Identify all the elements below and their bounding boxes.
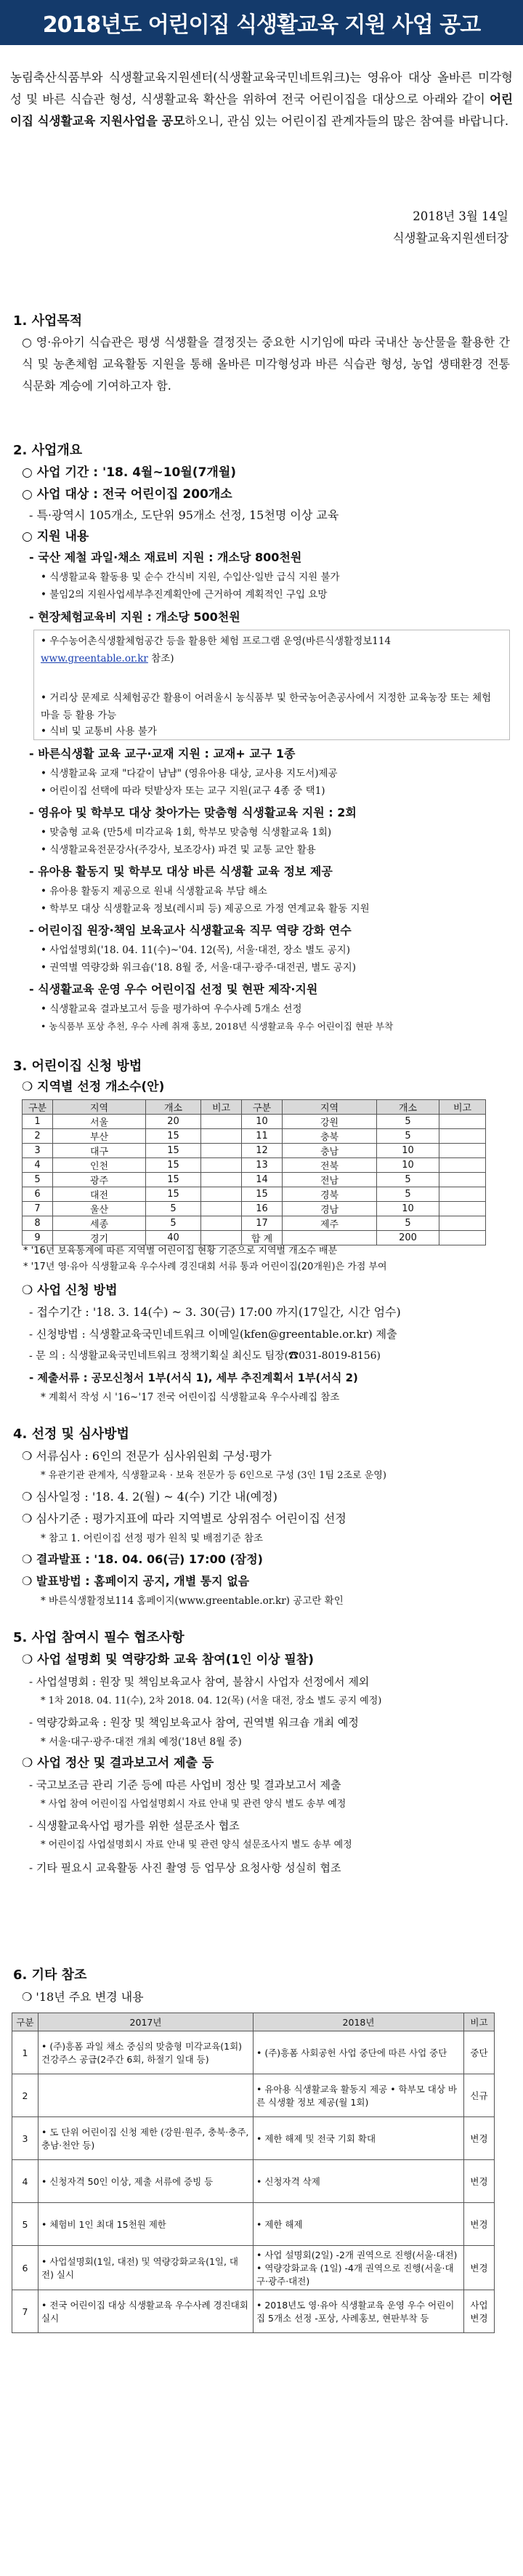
table-cell	[439, 1129, 486, 1144]
table-cell: 신규	[464, 2074, 495, 2117]
support-a2-note1	[41, 633, 498, 667]
support-a7: - 식생활교육 운영 우수 어린이집 선정 및 현판 제작·지원	[29, 982, 318, 996]
table-cell: • 사업 설명회(2일) -2개 권역으로 진행(서울·대전) • 역량강화교육 (1일) -4개 권역으로 진행(서울·대구·광주·대전)	[254, 2246, 464, 2290]
regional-table-wrap	[22, 1099, 486, 1245]
table-cell: 17	[242, 1216, 283, 1231]
table-header-cell: 2017년	[38, 2013, 254, 2031]
table-header-cell: 비고	[464, 2013, 495, 2031]
table-row	[12, 2203, 495, 2246]
table-cell: • (주)흥폼 과일 채소 중심의 맞춤형 미각교육(1회) 건강주스 공급(2주간 6회, 하절기 일대 등)	[38, 2031, 254, 2074]
table-cell: 5	[377, 1187, 439, 1202]
table-note-2: * '17년 영·유아 식생활교육 우수사례 경진대회 서류 통과 어린이집(20개원)은 가점 부여	[23, 1261, 387, 1272]
support-a1: - 국산 제철 과일·채소 재료비 지원 : 개소당 800천원	[29, 550, 302, 564]
method-heading: ❍ 사업 신청 방법	[22, 1283, 118, 1298]
table-cell: • 2018년도 영·유아 식생활교육 운영 우수 어린이집 5개소 선정 -포상, 사례홍보, 현판부착 등	[254, 2290, 464, 2333]
review-criteria: ❍ 심사기준 : 평가지표에 따라 지역별로 상위점수 어린이집 선정	[22, 1512, 346, 1525]
table-cell: 2	[23, 1129, 53, 1144]
intro-highlight: 어린이집 식생활교육 지원사업을 공모	[10, 92, 513, 128]
table-cell: 10	[377, 1202, 439, 1216]
table-cell	[439, 1216, 486, 1231]
period: ○ 사업 기간 : '18. 4월~10월(7개월)	[22, 465, 237, 480]
support-a5-note1: • 유아용 활동지 제공으로 원내 식생활교육 부담 해소	[41, 886, 267, 897]
changes-table-header	[12, 2013, 495, 2031]
table-cell: 사업변경	[464, 2290, 495, 2333]
section-5-title: 5. 사업 참여시 필수 협조사항	[13, 1630, 185, 1645]
table-cell	[201, 1187, 242, 1202]
table-cell	[439, 1144, 486, 1158]
table-cell: • 제한 해제	[254, 2203, 464, 2246]
method-period: - 접수기간 : '18. 3. 14(수) ~ 3. 30(금) 17:00 까지(17일간, 시간 엄수)	[29, 1305, 401, 1319]
table-cell: 15	[146, 1144, 201, 1158]
note1-text: • 우수농어촌식생활체험공간 등을 활용한 체험 프로그램 운영(바른식생활정보114	[41, 635, 392, 647]
table-cell: 서울	[53, 1115, 146, 1129]
table-cell: 경남	[283, 1202, 377, 1216]
support-a1-note2: • 불임2의 지원사업세부추진계획안에 근거하여 계획적인 구입 요망	[41, 589, 328, 601]
table-cell: 광주	[53, 1173, 146, 1187]
table-cell: 변경	[464, 2246, 495, 2290]
table-cell: 제주	[283, 1216, 377, 1231]
table-cell: 16	[242, 1202, 283, 1216]
support-a6: - 어린이집 원장·책임 보육교사 식생활교육 직무 역량 강화 연수	[29, 923, 352, 937]
support-a4-note2: • 식생활교육전문강사(주강사, 보조강사) 파견 및 교통 교안 활용	[41, 844, 316, 856]
table-cell: 1	[23, 1115, 53, 1129]
table-cell: 변경	[464, 2117, 495, 2160]
coop-2: ❍ 사업 정산 및 결과보고서 제출 등	[22, 1756, 214, 1770]
table-cell: 7	[23, 1202, 53, 1216]
method-documents-note: * 계획서 작성 시 '16~'17 전국 어린이집 식생활교육 우수사례집 참조	[41, 1392, 340, 1403]
support-a2: - 현장체험교육비 지원 : 개소당 500천원	[29, 610, 240, 624]
table-cell: 6	[23, 1187, 53, 1202]
table-cell	[201, 1202, 242, 1216]
table-cell: • 신청자격 50인 이상, 제출 서류에 증빙 등	[38, 2160, 254, 2203]
table-cell	[439, 1187, 486, 1202]
table-cell: 9	[23, 1231, 53, 1245]
table-cell: 5	[377, 1115, 439, 1129]
table-cell: 충북	[283, 1129, 377, 1144]
table-cell: 7	[12, 2290, 38, 2333]
table-cell: 울산	[53, 1202, 146, 1216]
notice-date-block	[393, 206, 508, 249]
review-docs: ❍ 서류심사 : 6인의 전문가 심사위원회 구성·평가	[22, 1449, 272, 1463]
intro-text: 농림축산식품부와 식생활교육지원센터(식생활교육국민네트워크)는 영유아 대상 올바른 미각형성 및 바른 식습관 형성, 식생활교육 확산을 위하여 전국 어린이집을 대상으로 아래와 같이	[10, 71, 513, 106]
table-cell: 12	[242, 1144, 283, 1158]
coop-1: ❍ 사업 설명회 및 역량강화 교육 참여(1인 이상 필참)	[22, 1653, 314, 1667]
support-a2-note3: • 식비 및 교통비 사용 불가	[41, 726, 157, 737]
table-cell	[201, 1115, 242, 1129]
table-row	[23, 1202, 486, 1216]
table-cell	[201, 1216, 242, 1231]
section-3-title: 3. 어린이집 신청 방법	[13, 1059, 142, 1074]
table-header-cell: 구분	[23, 1100, 53, 1115]
section-4-title: 4. 선정 및 심사방법	[13, 1427, 129, 1442]
notice-org: 식생활교육지원센터장	[392, 231, 508, 245]
table-cell: 경북	[283, 1187, 377, 1202]
table-cell: 15	[242, 1187, 283, 1202]
table-cell: 변경	[464, 2203, 495, 2246]
table-row	[12, 2290, 495, 2333]
coop-1a: - 사업설명회 : 원장 및 책임보육교사 참여, 불참시 사업자 선정에서 제외	[29, 1675, 370, 1688]
regional-table	[22, 1099, 486, 1245]
table-cell: 6	[12, 2246, 38, 2290]
table-cell: 14	[242, 1173, 283, 1187]
review-schedule: ❍ 심사일정 : '18. 4. 2(월) ~ 4(수) 기간 내(예정)	[22, 1490, 277, 1504]
table-row	[23, 1187, 486, 1202]
support-heading: ○ 지원 내용	[22, 529, 89, 544]
changes-table	[12, 2013, 495, 2333]
table-row	[23, 1129, 486, 1144]
changes-table-wrap	[12, 2013, 495, 2333]
section-6-title: 6. 기타 참조	[13, 1967, 87, 1983]
support-a1-note1: • 식생활교육 활동용 및 순수 간식비 지원, 수입산·일반 급식 지원 불가	[41, 571, 340, 583]
coop-2c: - 기타 필요시 교육활동 사진 촬영 등 업무상 요청사항 성실히 협조	[29, 1861, 341, 1874]
table-cell: 대구	[53, 1144, 146, 1158]
table-cell: 200	[377, 1231, 439, 1245]
table-cell: • 제한 해제 및 전국 기회 확대	[254, 2117, 464, 2160]
table-cell: 합 계	[242, 1231, 283, 1245]
table-cell: • (주)흥폼 사회공헌 사업 중단에 따른 사업 중단	[254, 2031, 464, 2074]
support-a5: - 유아용 활동지 및 학부모 대상 바른 식생활 교육 정보 제공	[29, 864, 333, 878]
table-row	[23, 1158, 486, 1173]
table-cell: 11	[242, 1129, 283, 1144]
section-1-title: 1. 사업목적	[13, 313, 83, 329]
table-cell: 전남	[283, 1173, 377, 1187]
support-a2-note2: • 거리상 문제로 식체험공간 활용이 어려울시 농식품부 및 한국농어촌공사에서 지정한 교육농장 또는 체험마을 등 활용 가능	[41, 692, 492, 721]
table-row	[12, 2074, 495, 2117]
table-row	[23, 1144, 486, 1158]
review-docs-note: * 유관기관 관계자, 식생활교육 · 보육 전문가 등 6인으로 구성 (3인 1팀 2조로 운영)	[41, 1470, 386, 1481]
support-a6-note2: • 권역별 역량강화 워크숍('18. 8월 중, 서울·대구·광주·대전권, 별도 공지)	[41, 962, 357, 974]
table-cell: • 신청자격 삭제	[254, 2160, 464, 2203]
table-cell	[439, 1115, 486, 1129]
table-row	[12, 2160, 495, 2203]
table-cell: • 사업설명회(1일, 대전) 및 역량강화교육(1일, 대전) 실시	[38, 2246, 254, 2290]
table-cell: 강원	[283, 1115, 377, 1129]
table-header-cell: 비고	[439, 1100, 486, 1115]
table-cell: 15	[146, 1158, 201, 1173]
table-cell	[439, 1231, 486, 1245]
table-row	[23, 1115, 486, 1129]
table-cell: 세종	[53, 1216, 146, 1231]
table-cell: 5	[377, 1173, 439, 1187]
table-cell: 대전	[53, 1187, 146, 1202]
table-cell	[201, 1129, 242, 1144]
support-a3: - 바른식생활 교육 교구·교재 지원 : 교재+ 교구 1종	[29, 747, 296, 761]
method-contact: - 문 의 : 식생활교육국민네트워크 정책기획실 최신도 팀장(☎031-8019-8156)	[29, 1350, 381, 1362]
review-announce: ❍ 발표방법 : 홈페이지 공지, 개별 통지 없음	[22, 1574, 250, 1588]
table-cell: 10	[377, 1144, 439, 1158]
table-row	[12, 2031, 495, 2074]
regional-heading: ❍ 지역별 선정 개소수(안)	[22, 1080, 165, 1094]
support-a6-note1: • 사업설명회('18. 04. 11(수)~'04. 12(목), 서울·대전, 장소 별도 공지)	[41, 944, 350, 956]
coop-2b-note: * 어린이집 사업설명회시 자료 안내 및 관련 양식 설문조사지 별도 송부 예정	[41, 1839, 352, 1850]
table-cell: 5	[377, 1216, 439, 1231]
support-a4: - 영유아 및 학부모 대상 찾아가는 맞춤형 식생활교육 지원 : 2회	[29, 806, 357, 819]
review-criteria-note: * 참고 1. 어린이집 선정 평가 원칙 및 배점기준 참조	[41, 1533, 264, 1544]
section-1-body: ○ 영·유아기 식습관은 평생 식생활을 결정짓는 중요한 시기임에 따라 국내산 농산물을 활용한 간식 및 농촌체험 교육활동 지원을 통해 올바른 미각형성과 바른 식습관 형성, 농업 생태환경 전통 식문화 계승에 기여하고자 함.	[22, 335, 510, 393]
table-header-cell: 지역	[283, 1100, 377, 1115]
greentable-link[interactable]: www.greentable.or.kr	[41, 653, 148, 665]
table-cell	[201, 1173, 242, 1187]
review-result: ❍ 결과발표 : '18. 04. 06(금) 17:00 (잠정)	[22, 1552, 263, 1566]
coop-2a: - 국고보조금 관리 기준 등에 따른 사업비 정산 및 결과보고서 제출	[29, 1778, 341, 1791]
table-cell	[201, 1158, 242, 1173]
table-note-1: * '16년 보육통계에 따른 지역별 어린이집 현황 기준으로 지역별 개소수 배분	[23, 1245, 338, 1256]
table-cell: 15	[146, 1173, 201, 1187]
table-cell: 2	[12, 2074, 38, 2117]
coop-2a-note: * 사업 참여 어린이집 사업설명회시 자료 안내 및 관련 양식 별도 송부 예정	[41, 1799, 346, 1810]
table-cell: 5	[12, 2203, 38, 2246]
table-cell: 변경	[464, 2160, 495, 2203]
table-row	[12, 2117, 495, 2160]
table-cell	[201, 1144, 242, 1158]
table-cell	[439, 1202, 486, 1216]
page-title: 2018년도 어린이집 식생활교육 지원 사업 공고	[0, 0, 523, 45]
table-header-cell: 비고	[201, 1100, 242, 1115]
table-cell: • 전국 어린이집 대상 식생활교육 우수사례 경진대회 실시	[38, 2290, 254, 2333]
coop-2b: - 식생활교육사업 평가를 위한 설문조사 협조	[29, 1819, 240, 1832]
table-cell	[439, 1158, 486, 1173]
table-cell: 3	[12, 2117, 38, 2160]
table-cell: 부산	[53, 1129, 146, 1144]
table-cell	[439, 1173, 486, 1187]
table-cell: • 도 단위 어린이집 신청 제한 (강원·원주, 충북·충주, 충남·천안 등)	[38, 2117, 254, 2160]
table-header-cell: 개소	[377, 1100, 439, 1115]
table-cell: 경기	[53, 1231, 146, 1245]
table-cell: 13	[242, 1158, 283, 1173]
table-cell: 10	[242, 1115, 283, 1129]
table-cell: 5	[23, 1173, 53, 1187]
intro-text-end: 하오니, 관심 있는 어린이집 관계자들의 많은 참여를 바랍니다.	[185, 114, 509, 128]
table-cell: 충남	[283, 1144, 377, 1158]
support-a5-note2: • 학부모 대상 식생활교육 정보(레시피 등) 제공으로 가정 연계교육 활동 지원	[41, 903, 370, 915]
review-announce-note: * 바른식생활정보114 홈페이지(www.greentable.or.kr) 공고란 확인	[41, 1595, 344, 1607]
table-cell: 4	[12, 2160, 38, 2203]
table-cell: 4	[23, 1158, 53, 1173]
regional-table-header	[23, 1100, 486, 1115]
coop-1b-note: * 서울·대구·광주·대전 개최 예정('18년 8월 중)	[41, 1736, 242, 1748]
table-header-cell: 2018년	[254, 2013, 464, 2031]
table-cell: 중단	[464, 2031, 495, 2074]
section-2-title: 2. 사업개요	[13, 443, 83, 458]
table-cell: 20	[146, 1115, 201, 1129]
table-cell: 5	[377, 1129, 439, 1144]
table-cell: 15	[146, 1129, 201, 1144]
table-cell	[38, 2074, 254, 2117]
table-cell: 5	[146, 1216, 201, 1231]
changes-heading: ❍ '18년 주요 변경 내용	[22, 1990, 144, 2004]
table-cell: 인천	[53, 1158, 146, 1173]
table-cell: 3	[23, 1144, 53, 1158]
table-cell: 10	[377, 1158, 439, 1173]
method-documents: - 제출서류 : 공모신청서 1부(서식 1), 세부 추진계획서 1부(서식 2)	[29, 1371, 358, 1384]
table-row	[12, 2246, 495, 2290]
support-a3-note1: • 식생활교육 교재 "다같이 냠냠" (영유아용 대상, 교사용 지도서)제공	[41, 768, 338, 779]
target: ○ 사업 대상 : 전국 어린이집 200개소	[22, 487, 232, 502]
table-cell: 40	[146, 1231, 201, 1245]
support-a3-note2: • 어린이집 선택에 따라 텃밭상자 또는 교구 지원(교구 4종 중 택1)	[41, 785, 325, 797]
table-cell: 5	[146, 1202, 201, 1216]
table-header-cell: 지역	[53, 1100, 146, 1115]
table-cell: • 유아용 식생활교육 활동지 제공 • 학부모 대상 바른 식생활 정보 제공(월 1회)	[254, 2074, 464, 2117]
support-a7-note1: • 식생활교육 결과보고서 등을 평가하여 우수사례 5개소 선정	[41, 1003, 302, 1015]
target-sub: - 특·광역시 105개소, 도단위 95개소 선정, 15천명 이상 교육	[29, 508, 339, 522]
table-header-cell: 구분	[12, 2013, 38, 2031]
coop-1a-note: * 1차 2018. 04. 11(수), 2차 2018. 04. 12(목) (서울 대전, 장소 별도 공지 예정)	[41, 1696, 382, 1706]
table-row	[23, 1216, 486, 1231]
table-header-cell: 구분	[242, 1100, 283, 1115]
table-cell: 1	[12, 2031, 38, 2074]
intro-paragraph	[10, 67, 513, 132]
table-cell: • 체험비 1인 최대 15천원 제한	[38, 2203, 254, 2246]
note1-end: 참조)	[147, 653, 174, 665]
table-row	[23, 1173, 486, 1187]
table-cell: 전북	[283, 1158, 377, 1173]
coop-1b: - 역량강화교육 : 원장 및 책임보육교사 참여, 권역별 워크숍 개최 예정	[29, 1716, 359, 1729]
table-cell: 15	[146, 1187, 201, 1202]
table-header-cell: 개소	[146, 1100, 201, 1115]
method-submit: - 신청방법 : 식생활교육국민네트워크 이메일(kfen@greentable.or.kr) 제출	[29, 1328, 397, 1341]
support-a4-note1: • 맞춤형 교육 (만5세 미각교육 1회, 학부모 맞춤형 식생활교육 1회)	[41, 827, 332, 838]
table-cell: 8	[23, 1216, 53, 1231]
notice-date: 2018년 3월 14일	[413, 209, 508, 223]
support-a7-note2: • 농식품부 포상 추천, 우수 사례 취재 홍보, 2018년 식생활교육 우수 어린이집 현판 부착	[41, 1021, 394, 1032]
